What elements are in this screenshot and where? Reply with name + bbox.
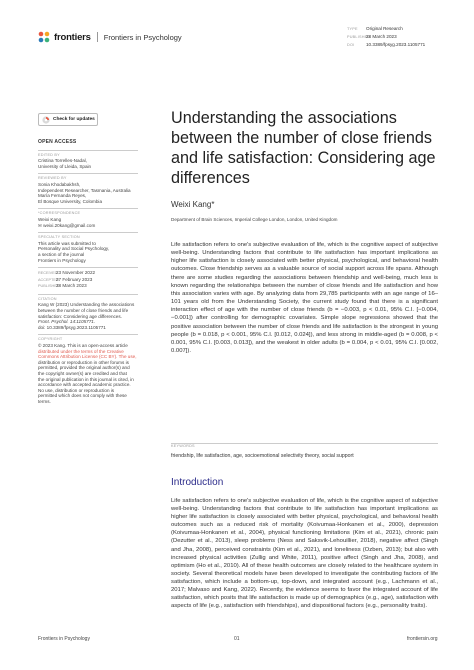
divider [38,208,138,209]
footer-journal: Frontiers in Psychology [38,636,90,642]
edited-by-section: EDITED BY Cristina Torrelles-Nadal, University of Lleida, Spain [38,152,92,169]
check-for-updates-button[interactable] [38,113,98,126]
divider [38,267,138,268]
journal-name: Frontiers in Psychology [103,32,182,42]
divider [38,294,138,295]
check-updates-label: Check for updates [53,117,95,122]
correspondence-email[interactable]: ✉ weixi.20kang@gmail.com [38,222,96,228]
meta-published: PUBLISHED28 March 2023 [347,34,397,39]
page-number: 01 [234,636,240,642]
open-access-label: OPEN ACCESS [38,139,77,145]
author-name[interactable]: Weixi Kang* [171,200,215,209]
article-meta [347,25,425,49]
keywords-text: friendship, life satisfaction, age, socioemotional selectivity theory, social support [171,453,354,459]
frontiers-logo-icon [38,31,50,43]
meta-type: TYPE Original Research [347,26,403,31]
citation-section: CITATION Kang W (2023) Understanding the associations between the number of close friends and life satisfaction: Considering age differences. Front. Psychol. 14:1105771. doi: 10.3389/fpsyg.2023.1105771 [38,296,135,330]
frontiers-logo[interactable] [38,31,182,43]
correspondence-section: *CORRESPONDENCE Weixi Kang ✉ weixi.20kang@gmail.com [38,211,138,228]
check-updates-icon [42,116,50,124]
divider [38,232,138,233]
introduction-text: Life satisfaction refers to one's subjective evaluation of life, which is the cognitive aspect of subjective well-being. Understanding factors that contribute to life satisfaction has important implications as higher life satisfaction is closely associated with better physical, psychological, and behavioral health outcomes such as a reduced risk of mortality (Koivumaa-Honkanen et al., 2000), depression (Koivumaa-Honkanen et al., 2004), physical functioning limitations (Kim et al., 2021), chronic pain (Dezutter et al., 2013), sleep problems (Ness and Saksvik-Lehouillier, 2018), negative affect (Singh and Jha, 2008), perceived constraints (Kim et al., 2021), and loneliness (Ozben, 2013); but also with increased physical activities (Zullig and White, 2011), positive affect (Singh and Jha, 2008), and optimism (Ho et al., 2010). All of these health outcomes are closely related to the healthcare system in society. Several theoretical models have been developed to investigate the contributing factors of life satisfaction, which include a bottom-up, top-down, and integrated account (e.g., Lachmann et al., 2017; Malvaso and Kang, 2022). Recently, the evidence seems to favor the integrated account of life satisfaction, which posits that life satisfaction is made up of demographics (e.g., age), satisfaction with aspects of life (e.g., satisfaction with friendships), and dispositional factors (e.g., personality traits). [171,498,438,610]
introduction-heading: Introduction [171,477,224,488]
left-sidebar [38,140,138,409]
copyright-section: COPYRIGHT © 2023 Kang. This is an open-access article distributed under the terms of the Creative Commons Attribution License (CC BY). The use, distribution or reproduction in other forums is permitted, provided the original author(s) and the copyright owner(s) are credited and that the original publication in this journal is cited, in accordance with accepted academic practice. No use, distribution or reproduction is permitted which does not comply with these terms. [38,337,137,404]
article-title: Understanding the associations between the number of close friends and life satisfaction: Considering age differences [171,109,436,187]
footer-website-link[interactable]: frontiersin.org [407,636,438,642]
keywords-label: KEYWORDS [171,444,195,448]
divider [38,150,138,151]
logo-divider [97,32,98,42]
divider [38,173,138,174]
license-link[interactable]: distributed under the terms of the Creative [38,348,124,354]
specialty-section: SPECIALTY SECTION This article was submitted to Personality and Social Psychology, a section of the journal Frontiers in Psychology [38,235,110,263]
meta-doi: DOI 10.3389/fpsyg.2023.1105771 [347,42,426,47]
keywords-divider [171,443,438,444]
license-link[interactable]: Commons Attribution License (CC BY). The use, [38,354,137,360]
divider [38,334,138,335]
reviewed-by-section: REVIEWED BY Sonia Khodabakhsh, Independent Researcher, Tasmania, Australia María Fernanda Reyes, El Bosque University, Colombia [38,176,131,204]
author-affiliation: Department of Brain Sciences, Imperial College London, London, United Kingdom [171,217,338,222]
brand-name: frontiers [54,31,91,43]
abstract-text: Life satisfaction refers to one's subjective evaluation of life, which is the cognitive aspect of subjective well-being. Understanding factors that contribute to life satisfaction has important implications as higher life satisfaction is closely associated with better physical, psychological, and behavioral health outcomes. Close friendship serves as a valuable source of social support across life spans. Although there are some studies regarding the associations between friendship and well-being, much less is known regarding the relationships between the number of close friends and life satisfaction and how this association varies with age. By analyzing data from 29,785 participants with an age range of 16–101 years old from the Understanding Society, the current study found that there is a significant interaction effect of age with the number of close friends (b = −0.003, p < 0.01, 95% C.I. [−0.004, −0.001]) after controlling for demographic covariates. Simple slope regressions showed that the positive association between the number of close friends and life satisfaction is the strongest in young people (b = 0.018, p < 0.001, 95% C.I. [0.012, 0.024]), and less strong in middle-aged (b = 0.008, p < 0.001, 95% C.I. [0.003, 0.013]), and the weakest in older adults (b = 0.004, p < 0.01, 95% C.I. [0.002, 0.007]). [171,242,438,355]
dates-section: RECEIVED23 November 2022 ACCEPTED27 February 2023 PUBLISHED28 March 2023 [38,270,96,289]
